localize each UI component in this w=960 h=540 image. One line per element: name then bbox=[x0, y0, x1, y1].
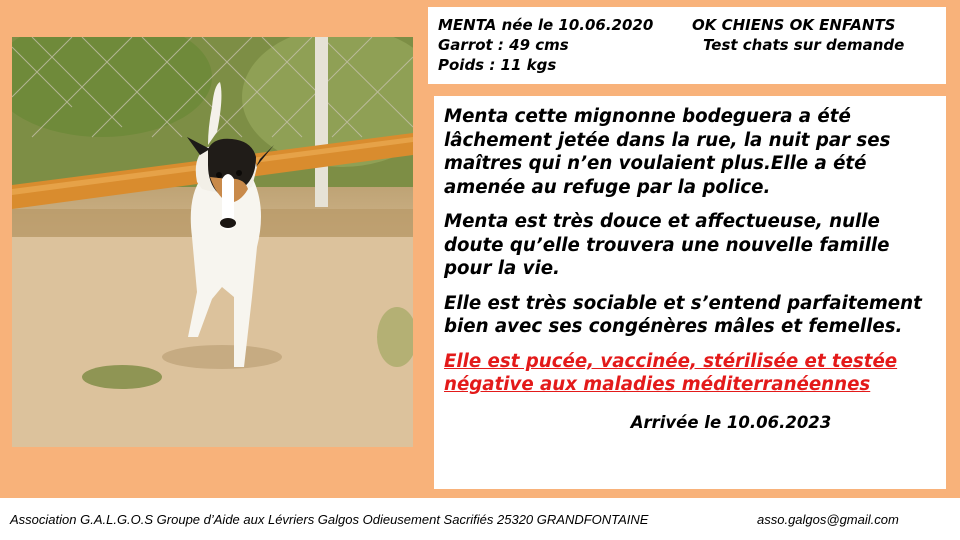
dog-photo-illustration bbox=[12, 37, 413, 447]
compatibility: OK CHIENS OK ENFANTS bbox=[692, 16, 896, 34]
name-birthdate: MENTA née le 10.06.2020 bbox=[438, 16, 654, 34]
info-row-3 bbox=[438, 55, 936, 75]
association-info: Association G.A.L.G.O.S Groupe d’Aide aux Lévriers Galgos Odieusement Sacrifiés 25320 GRANDFONTAINE bbox=[10, 512, 649, 527]
dog-photo bbox=[12, 37, 413, 447]
dog-info-box bbox=[428, 7, 946, 84]
description-paragraph-2: Menta est très douce et affectueuse, nulle doute qu’elle trouvera une nouvelle famille pour la vie. bbox=[444, 211, 890, 279]
description-paragraph-3: Elle est très sociable et s’entend parfaitement bien avec ses congénères mâles et femelles. bbox=[444, 292, 922, 337]
footer bbox=[10, 512, 950, 527]
info-row-2 bbox=[438, 35, 936, 55]
cat-test-note: Test chats sur demande bbox=[703, 36, 905, 54]
info-row-1 bbox=[438, 15, 936, 35]
fence-post bbox=[315, 37, 328, 207]
arrival-date: Arrivée le 10.06.2023 bbox=[630, 412, 832, 432]
description-paragraph-1: Menta cette mignonne bodeguera a été lâchement jetée dans la rue, la nuit par ses maîtres qui n’en voulaient plus.Elle a été amenée au refuge par la police. bbox=[444, 106, 891, 198]
description-box bbox=[434, 96, 946, 489]
dog-shadow bbox=[162, 345, 282, 369]
grass-tuft bbox=[82, 365, 162, 389]
contact-email: asso.galgos@gmail.com bbox=[757, 512, 899, 527]
withers-height: Garrot : 49 cms bbox=[438, 36, 569, 54]
weight: Poids : 11 kgs bbox=[438, 56, 557, 74]
health-status: Elle est pucée, vaccinée, stérilisée et testée négative aux maladies méditerranéennes bbox=[444, 350, 898, 395]
